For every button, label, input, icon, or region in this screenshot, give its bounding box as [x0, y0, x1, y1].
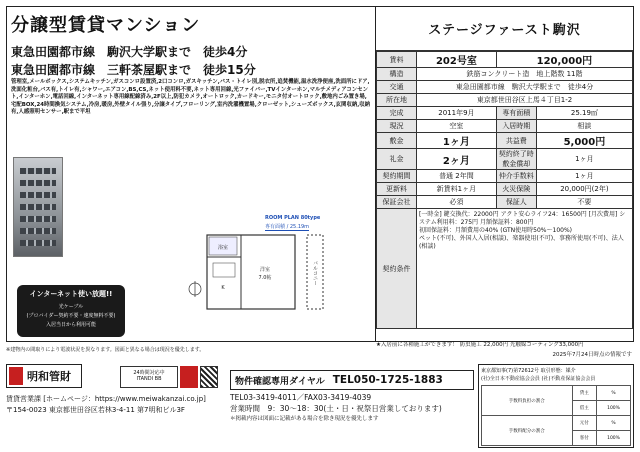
status-value: 空室 [417, 120, 497, 133]
support-badge-text: 24時間対応中 [133, 370, 165, 376]
structure-value: 鉄筋コンクリート造 地上階数 11階 [417, 68, 633, 81]
guarantee-person-value: 不要 [536, 196, 632, 209]
plan-balcony-label: バルコニー [312, 260, 318, 286]
fee-share-table [481, 385, 631, 446]
rent-label: 賃料 [377, 52, 417, 68]
contract-value: 普通 2年間 [417, 170, 497, 183]
traffic-label: 交通 [377, 81, 417, 94]
flyer-sheet [6, 6, 634, 342]
deposit-deduction-value: 1ヶ月 [536, 149, 632, 170]
left-panel [7, 7, 375, 341]
deposit-label: 敷金 [377, 133, 417, 149]
hotline-box [230, 370, 474, 390]
fee-agent-label: 客付 [572, 431, 596, 446]
fee-lessor-label: 貸主 [572, 386, 596, 401]
company-logo [6, 364, 82, 388]
deposit-deduction-label: 契約終了時敷金償却 [496, 149, 536, 170]
footer [6, 364, 634, 448]
conditions-label: 契約条件 [377, 209, 417, 329]
brokerage-label: 仲介手数料 [496, 170, 536, 183]
area-value: 25.19㎡ [536, 107, 632, 120]
company-homepage[interactable]: 賃貸営業課 [ホームページ：https://www.meiwakanzai.co.jp] [6, 395, 206, 403]
listing-caveat: ＊掲載内容は図面に記載がある場合を除き現況を優先します [230, 416, 379, 422]
business-hours: 営業時間 9：30～18：30(土・日・祝祭日営業しております) [230, 404, 442, 413]
plan-kitchen-label: K [221, 285, 225, 291]
built-label: 完成 [377, 107, 417, 120]
company-address: 〒154-0023 東京都世田谷区若林3-4-11 第7明和ビル3F [6, 406, 185, 414]
fee-origin-label: 元付 [572, 416, 596, 431]
logo-text: 明和管財 [27, 370, 71, 383]
features-list: 管理室,メールボックス,システムキッチン,ガスコンロ設置済,2口コンロ,ガスキッチン,バス・トイレ別,脱衣所,追焚機能,温水洗浄便座,洗面所にドア,洗面化粧台,バス有,トイレ有,シャワー,エアコン,BS,CS,ネット使用料不要,ネット専用回線,光ファイバー,TVインターホン,マルチメディアコンセント,インターホン,電話回線,インターネット専用線配線済み,2F以上,防犯カメラ,オートロック,カードキー,モニタ付オートロック,敷地内ごみ置き場,宅配BOX,24時間換気システム,冷房,暖房,外壁タイル張り,分譲タイプ,フローリング,室内洗濯機置場,クローゼット,シューズボックス,玄関収納,収納有,人感照明センサー,駅まで平坦 [11, 79, 371, 116]
plan-room-label: 洋室 [259, 267, 271, 273]
fee-agent-value: 100% [597, 431, 631, 446]
insurance-value: 20,000円(2年) [536, 183, 632, 196]
address-value: 東京都世田谷区上馬４丁目1-2 [417, 94, 633, 107]
support-badge [120, 366, 178, 388]
plan-type-label: ROOM PLAN 80type [265, 215, 321, 221]
area-label: 専有面積 [496, 107, 536, 120]
deposit-value: 1ヶ月 [417, 133, 497, 149]
fee-lessee-label: 借主 [572, 401, 596, 416]
conditions-value: [一時金] 鍵交換代：22000円 アクト安心ライフ24：16500円 [月次費用] システム利用料：275円 月額保証料：800円 初回保証料：月額費用の40% (GTN使用時50%～100%) ペット(不可)、外国人入居(相談)、楽器使用(不可)、事務所使用(不可)、法人(相談) [417, 209, 633, 329]
internet-line-1: 光ケーブル [58, 304, 84, 310]
right-panel [375, 7, 633, 341]
plan-area-label: 専有面積 / 25.19m [265, 224, 310, 230]
construction-note: ★入居前に各種施工ができます！ 防虫施工 22,000円 光触媒コーティング33,000円 [376, 342, 584, 348]
hotline-number[interactable]: TEL050-1725-1883 [332, 374, 443, 386]
hotline-label: 物件確認専用ダイヤル [235, 376, 325, 387]
brokerage-value: 1ヶ月 [536, 170, 632, 183]
room-number: 202号室 [417, 52, 497, 68]
plan-bath-label: 浴室 [217, 245, 229, 251]
common-fee-value: 5,000円 [536, 133, 632, 149]
traffic-value: 東急田園都市線 駒沢大学駅まで 徒歩4分 [417, 81, 633, 94]
tel-fax[interactable]: TEL03-3419-4011／FAX03-3419-4039 [230, 393, 372, 402]
key-money-value: 2ヶ月 [417, 149, 497, 170]
spec-table [376, 51, 633, 329]
date-note: 2025年7月24日時点の情報です [552, 352, 632, 358]
fee-split-label: 手数料配分の割合 [482, 416, 573, 446]
property-name: ステージファースト駒沢 [376, 7, 633, 51]
support-badge-sub: ITANDI BB [136, 376, 162, 382]
brand-badge-icon [180, 366, 198, 388]
company-info [6, 394, 206, 416]
license-box [478, 364, 634, 448]
building-photo [13, 157, 63, 257]
insurance-label: 火災保険 [496, 183, 536, 196]
movein-label: 入居時期 [496, 120, 536, 133]
built-value: 2011年9月 [417, 107, 497, 120]
floor-plan [177, 229, 372, 349]
license-line-1: 東京都知事(7)第72612号 取引形態：媒介 [481, 368, 576, 374]
key-money-label: 礼金 [377, 149, 417, 170]
fee-burden-label: 手数料負担の割合 [482, 386, 573, 416]
structure-label: 構造 [377, 68, 417, 81]
fee-lessee-value: 100% [597, 401, 631, 416]
guarantee-person-label: 保証人 [496, 196, 536, 209]
fee-lessor-value: % [597, 386, 631, 401]
logo-mark-icon [9, 367, 23, 385]
access-line-2: 東急田園都市線 三軒茶屋駅まで 徒歩15分 [11, 63, 256, 77]
address-label: 所在地 [377, 94, 417, 107]
rent-value: 120,000円 [496, 52, 632, 68]
fee-origin-value: % [597, 416, 631, 431]
common-fee-label: 共益費 [496, 133, 536, 149]
signal-note: ※建物内の間取りにより電波状況を異なります。図面と異なる場合は現況を優先します。 [6, 347, 205, 353]
access-line-1: 東急田園都市線 駒沢大学駅まで 徒歩4分 [11, 45, 248, 59]
contract-label: 契約期間 [377, 170, 417, 183]
movein-value: 相談 [536, 120, 632, 133]
qr-code-icon[interactable] [200, 366, 218, 388]
plan-room-size: 7.0帖 [258, 275, 272, 281]
internet-promo [17, 285, 125, 337]
status-label: 現況 [377, 120, 417, 133]
license-line-2: (社)全日本不動産協会会員 (社)不動産保証協会会員 [481, 376, 596, 382]
page-title: 分譲型賃貸マンション [11, 15, 201, 36]
internet-line-2: (プロバイダー契約不要・速度無料不要) [26, 313, 116, 319]
contact-block [230, 392, 474, 425]
guarantor-value: 必須 [417, 196, 497, 209]
info-note [376, 340, 632, 358]
renewal-value: 新賃料1ヶ月 [417, 183, 497, 196]
internet-line-3: 入居当日から利用可能 [45, 322, 96, 328]
renewal-label: 更新料 [377, 183, 417, 196]
internet-headline: インターネット使い放題!! [29, 290, 113, 298]
guarantor-label: 保証会社 [377, 196, 417, 209]
